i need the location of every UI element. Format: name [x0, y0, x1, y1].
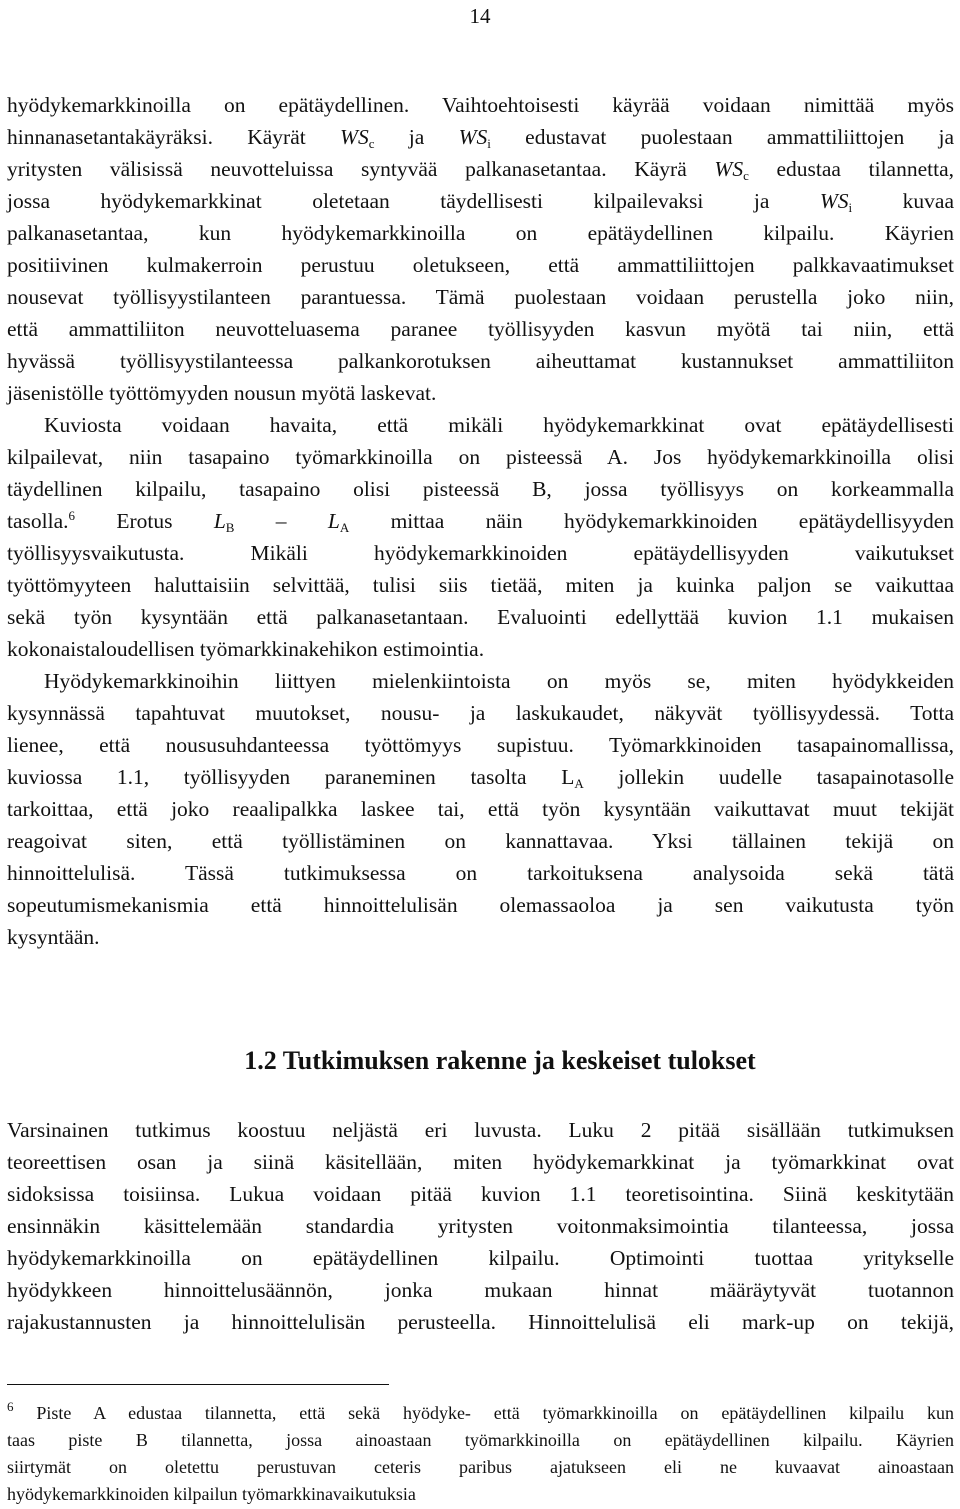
footnote-ref: 6 — [68, 508, 75, 523]
text-line: jossa hyödykemarkkinat oletetaan täydellisesti kilpailevaksi ja $WS_i$ kuvaa — [7, 189, 954, 215]
text-line: yritysten välisissä neuvotteluissa syntyvää palkanasetantaa. Käyrä $WS_c$ edustaa tilannetta, — [7, 157, 954, 183]
text-line: tasolla.$^6$ Erotus $L_B - L_A$ mittaa näin hyödykemarkkinoiden epätäydellisyyden — [7, 508, 954, 535]
text-line: kysynnässä tapahtuvat muutokset, nousu- ja laskukaudet, näkyvät työllisyydessä. Totta — [7, 701, 954, 725]
text-line: hyvässä työllisyystilanteessa palkankorotuksen aiheuttamat kustannukset ammattiliiton — [7, 349, 954, 373]
text-line: positiivinen kulmakerroin perustuu oletukseen, että ammattiliittojen palkkavaatimukset — [7, 253, 954, 277]
text-line: tarkoittaa, että joko reaalipalkka laskee tai, että työn kysyntään vaikuttavat muut tekijät — [7, 797, 954, 821]
footnote-line: $^6$ Piste A edustaa tilannetta, että sekä hyödyke- että työmarkkinoilla on epätäydellinen kilpailu kun — [7, 1399, 954, 1423]
footnote-divider — [7, 1384, 389, 1385]
text-line: hyödykemarkkinoilla on epätäydellinen. Vaihtoehtoisesti käyrää voidaan nimittää myös — [7, 93, 954, 117]
text-line: kysyntään. — [7, 925, 100, 949]
text-line: hyödykemarkkinoilla on epätäydellinen kilpailu. Optimointi tuottaa yritykselle — [7, 1246, 954, 1270]
text-line: työttömyyteen haluttaisiin selvittää, tulisi siis tietää, miten ja kuinka paljon se vaikuttaa — [7, 573, 954, 597]
text-line: kuviossa 1.1, työllisyyden paraneminen tasolta $L_A$ jollekin uudelle tasapainotasolle — [7, 765, 954, 791]
text-line: sidoksissa toisiinsa. Lukua voidaan pitää kuvion 1.1 teoretisointina. Siinä keskitytään — [7, 1182, 954, 1206]
text-line: jäsenistölle työttömyyden nousun myötä laskevat. — [7, 381, 437, 405]
section-heading: 1.2 Tutkimuksen rakenne ja keskeiset tulokset — [244, 1046, 756, 1075]
text-line: kilpailevat, niin tasapaino työmarkkinoilla on pisteessä A. Jos hyödykemarkkinoilla olisi — [7, 445, 954, 469]
text-line: sekä työn kysyntään että palkanasetantaan. Evaluointi edellyttää kuvion 1.1 mukaisen — [7, 605, 954, 629]
text-line: työllisyysvaikutusta. Mikäli hyödykemarkkinoiden epätäydellisyyden vaikutukset — [7, 541, 954, 565]
footnote-line: taas piste B tilannetta, jossa ainoastaan työmarkkinoilla on epätäydellinen kilpailu. Käyrien — [7, 1430, 954, 1450]
text-line: Hyödykemarkkinoihin liittyen mielenkiintoista on myös se, miten hyödykkeiden — [44, 669, 954, 693]
text-line: teoreettisen osan ja siinä käsitellään, miten hyödykemarkkinat ja työmarkkinat ovat — [7, 1150, 954, 1174]
text-line: ensinnäkin käsittelemään standardia yritysten voitonmaksimointia tilanteessa, jossa — [7, 1214, 954, 1238]
text-line: hinnanasetantakäyräksi. Käyrät $WS_c$ ja $WS_i$ edustavat puolestaan ammattiliittojen ja — [7, 125, 954, 151]
text-line: hyödykkeen hinnoittelusäännön, jonka mukaan hinnat määräytyvät tuotannon — [7, 1278, 954, 1302]
text-line: nousevat työllisyystilanteen parantuessa. Tämä puolestaan voidaan perustella joko niin, — [7, 285, 954, 309]
text-line: kokonaistaloudellisen työmarkkinakehikon estimointia. — [7, 637, 485, 661]
text-line: Kuviosta voidaan havaita, että mikäli hyödykemarkkinat ovat epätäydellisesti — [44, 413, 954, 437]
text-line: hinnoittelulisä. Tässä tutkimuksessa on tarkoituksena analysoida sekä tätä — [7, 861, 954, 885]
text-line: reagoivat siten, että työllistäminen on kannattavaa. Yksi tällainen tekijä on — [7, 829, 954, 853]
text-line: sopeutumismekanismia että hinnoittelulisän olemassaoloa ja sen vaikutusta työn — [7, 893, 954, 917]
page-number: 14 — [469, 4, 491, 28]
text-line: että ammattiliiton neuvotteluasema paranee työllisyyden kasvun myötä tai niin, että — [7, 317, 954, 341]
text-line: täydellinen kilpailu, tasapaino olisi pisteessä B, jossa työllisyys on korkeammalla — [7, 477, 954, 501]
text-line: palkanasetantaa, kun hyödykemarkkinoilla on epätäydellinen kilpailu. Käyrien — [7, 221, 954, 245]
footnote-line: hyödykemarkkinoiden kilpailun työmarkkinavaikutuksia — [7, 1484, 416, 1504]
text-line: lienee, että noususuhdanteessa työttömyys supistuu. Työmarkkinoiden tasapainomallissa, — [7, 733, 954, 757]
text-line: Varsinainen tutkimus koostuu neljästä eri luvusta. Luku 2 pitää sisällään tutkimuksen — [7, 1118, 954, 1142]
text-line: rajakustannusten ja hinnoittelulisän perusteella. Hinnoittelulisä eli mark-up on tekijä, — [7, 1310, 954, 1334]
footnote-line: siirtymät on oletettu perustuvan ceteris paribus ajatukseen eli ne kuvaavat ainoastaan — [7, 1457, 954, 1477]
